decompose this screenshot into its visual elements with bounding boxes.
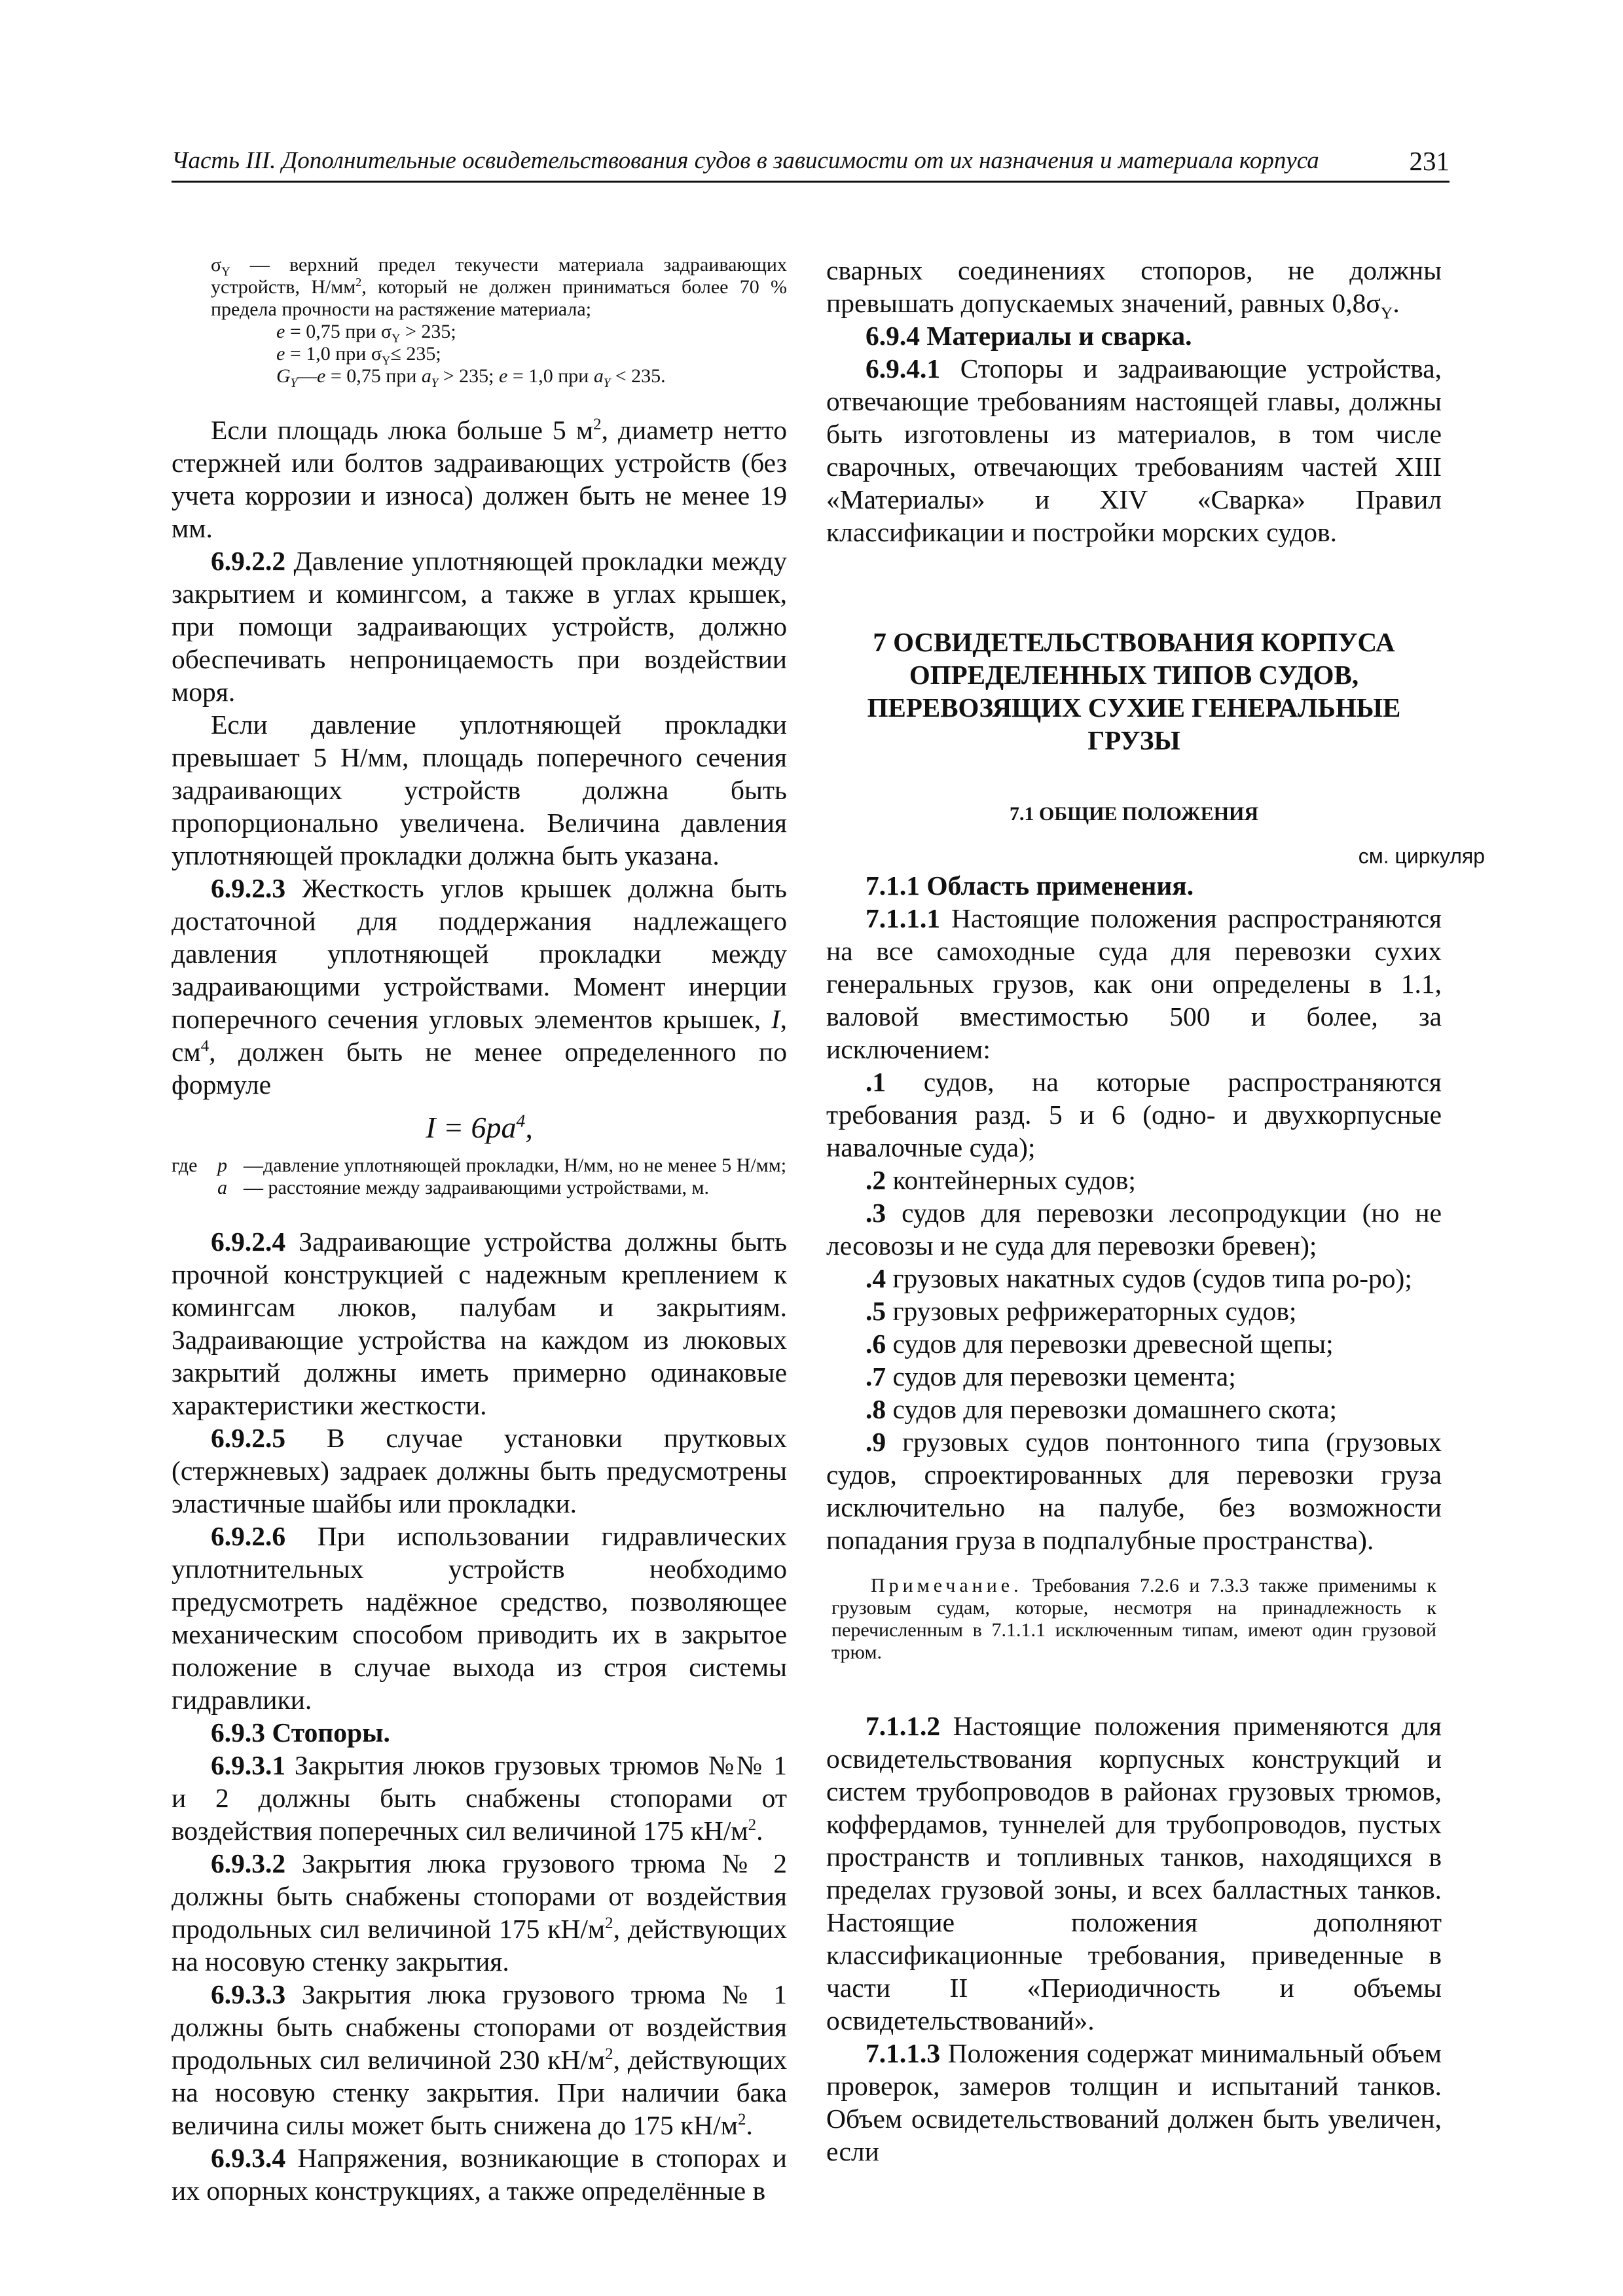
page-number: 231 <box>1409 146 1450 176</box>
paragraph-6-9-2-4: 6.9.2.4 Задраивающие устройства должны быть прочной конструкцией с надежным креплением к комингсам люков, палубам и закрытиям. Задраивающие устройства на каждом из люковых закрытий должны иметь примерно одинаковые характеристики жесткости. <box>172 1227 787 1420</box>
list-item: .1 судов, на которые распространяются требования разд. 5 и 6 (одно- и двухкорпусные навалочные суда); <box>826 1067 1442 1162</box>
definition-line: $\sigma_Y$ — верхний предел текучести материала задраивающих устройств, $Н/мм^2$, который не должен приниматься более 70 % предела прочности на растяжение материала; <box>211 254 787 320</box>
paragraph-7-1-1-3: 7.1.1.3 Положения содержат минимальный объем проверок, замеров толщин и испытаний танков. Объем освидетельствований должен быть увеличен, если <box>826 2038 1442 2166</box>
paragraph-6-9-3-4: 6.9.3.4 Напряжения, возникающие в стопорах и их опорных конструкциях, а также определённые в <box>172 2143 787 2206</box>
formula: $I = 6pa^4$, <box>426 1110 533 1144</box>
formula-legend-row <box>172 1155 787 1177</box>
paragraph-6-9-2-2: 6.9.2.2 Давление уплотняющей прокладки между закрытием и комингсом, а также в углах крышек, при помощи задраивающих устройств, должно обеспечивать непроницаемость при воздействии моря. <box>172 546 787 707</box>
paragraph-6-9-2-3: 6.9.2.3 Жесткость углов крышек должна быть достаточной для поддержания надлежащего давления уплотняющей прокладки между задраивающими устройствами. Момент инерции поперечного сечения угловых элементов крышек, I, $см^4$, должен быть не менее определенного по формуле <box>172 873 787 1100</box>
definition-line: e = 1,0 при $\sigma_Y\le 235$; <box>276 343 441 368</box>
list-item: .6 судов для перевозки древесной щепы; <box>866 1329 1334 1359</box>
paragraph: Если давление уплотняющей прокладки превышает 5 Н/мм, площадь поперечного сечения задраивающих устройств должна быть пропорционально увеличена. Величина давления уплотняющей прокладки должна быть указана. <box>172 709 787 870</box>
paragraph: Если площадь люка больше 5 $м^2$, диаметр нетто стержней или болтов задраивающих устройств (без учета коррозии и износа) должен быть не менее 19 мм. <box>172 415 788 543</box>
legend-text: —давление уплотняющей прокладки, Н/мм, но не менее 5 Н/мм; <box>244 1155 787 1176</box>
paragraph-6-9-2-5: 6.9.2.5 В случае установки прутковых (стержневых) задраек должны быть предусмотрены эластичные шайбы или прокладки. <box>172 1423 787 1518</box>
legend-symbol: a <box>217 1177 227 1198</box>
where-label: где <box>172 1155 198 1176</box>
paragraph-6-9-2-6: 6.9.2.6 При использовании гидравлических уплотнительных устройств необходимо предусмотреть надёжное средство, позволяющее механическим способом приводить их в закрытое положение в случае выхода из строя системы гидравлики. <box>172 1521 787 1715</box>
subsection-heading-6-9-3: 6.9.3 Стопоры. <box>211 1717 390 1748</box>
list-item: .9 грузовых судов понтонного типа (грузовых судов, спроектированных для перевозки груза исключительно на палубе, без возможности попадания груза в подпалубные пространства). <box>826 1427 1442 1555</box>
paragraph-6-9-3-1: 6.9.3.1 Закрытия люков грузовых трюмов №№ 1 и 2 должны быть снабжены стопорами от воздействия поперечных сил величиной 175 $кН/м^2$. <box>172 1750 787 1846</box>
chapter-heading: 7 ОСВИДЕТЕЛЬСТВОВАНИЯ КОРПУСА ОПРЕДЕЛЕННЫХ ТИПОВ СУДОВ, ПЕРЕВОЗЯЩИХ СУХИЕ ГЕНЕРАЛЬНЫЕ ГРУЗЫ <box>867 627 1401 755</box>
list-item: .8 судов для перевозки домашнего скота; <box>866 1394 1338 1424</box>
paragraph-6-9-3-2: 6.9.3.2 Закрытия люка грузового трюма № 2 должны быть снабжены стопорами от воздействия продольных сил величиной 175 $кН/м^2$, действующих на носовую стенку закрытия. <box>172 1848 787 1977</box>
paragraph-6-9-4-1: 6.9.4.1 Стопоры и задраивающие устройства, отвечающие требованиям настоящей главы, должны быть изготовлены из материалов, в том числе сварочных, отвечающих требованиям частей XIII «Материалы» и XIV «Сварка» Правил классификации и постройки морских судов. <box>826 353 1442 547</box>
running-header-title: Часть III. Дополнительные освидетельствования судов в зависимости от их назначения и материала корпуса <box>172 147 1319 174</box>
paragraph-7-1-1-2: 7.1.1.2 Настоящие положения применяются для освидетельствования корпусных конструкций и систем трубопроводов в районах грузовых трюмов, коффердамов, туннелей для трубопроводов, пустых пространств и топливных танков, находящихся в пределах грузовой зоны, и всех балластных танков. Настоящие положения дополняют классификационные требования, приведенные в части II «Периодичность и объемы освидетельствований». <box>826 1711 1442 2036</box>
legend-text: — расстояние между задраивающими устройствами, м. <box>244 1177 709 1198</box>
paragraph-7-1-1-1: 7.1.1.1 Настоящие положения распространяются на все самоходные суда для перевозки сухих генеральных грузов, как они определены в 1.1, валовой вместимостью 500 и более, за исключением: <box>826 903 1442 1064</box>
formula-legend-row <box>172 1177 787 1199</box>
symbol-definitions <box>211 254 787 390</box>
note: Примечание. Требования 7.2.6 и 7.3.3 также применимы к грузовым судам, которые, несмотря на принадлежность к перечисленным в 7.1.1.1 исключенным типам, имеют один грузовой трюм. <box>831 1575 1436 1663</box>
right-column <box>826 254 1485 2168</box>
subsection-heading-7-1-1: 7.1.1 Область применения. <box>866 870 1194 901</box>
running-header <box>172 144 1450 183</box>
definition-line: e = 0,75 при $\sigma_Y > 235$; <box>276 321 456 346</box>
paragraph-continued: сварных соединениях стопоров, не должны превышать допускаемых значений, равных $0,8\sigma_Y$. <box>826 255 1442 323</box>
circular-reference-link[interactable]: см. циркуляр <box>1358 844 1485 868</box>
left-column <box>172 254 787 2207</box>
definition-line: $G_Y—e = 0,75$ при $a_Y > 235$; e = 1,0 при $a_Y < 235$. <box>276 365 666 390</box>
section-heading: 7.1 ОБЩИЕ ПОЛОЖЕНИЯ <box>1009 803 1259 825</box>
list-item: .4 грузовых накатных судов (судов типа ро-ро); <box>866 1263 1412 1293</box>
list-item: .3 судов для перевозки лесопродукции (но не лесовозы и не суда для перевозки бревен); <box>826 1198 1442 1261</box>
list-item: .2 контейнерных судов; <box>866 1165 1136 1195</box>
list-item: .7 судов для перевозки цемента; <box>866 1361 1236 1391</box>
legend-symbol: p <box>217 1155 227 1176</box>
subsection-heading-6-9-4: 6.9.4 Материалы и сварка. <box>866 321 1192 351</box>
paragraph-6-9-3-3: 6.9.3.3 Закрытия люка грузового трюма № 1 должны быть снабжены стопорами от воздействия продольных сил величиной 230 $кН/м^2$, действующих на носовую стенку закрытия. При наличии бака величина силы может быть снижена до 175 $кН/м^2$. <box>172 1979 787 2140</box>
formula-legend <box>172 1155 787 1199</box>
list-item: .5 грузовых рефрижераторных судов; <box>866 1296 1297 1326</box>
